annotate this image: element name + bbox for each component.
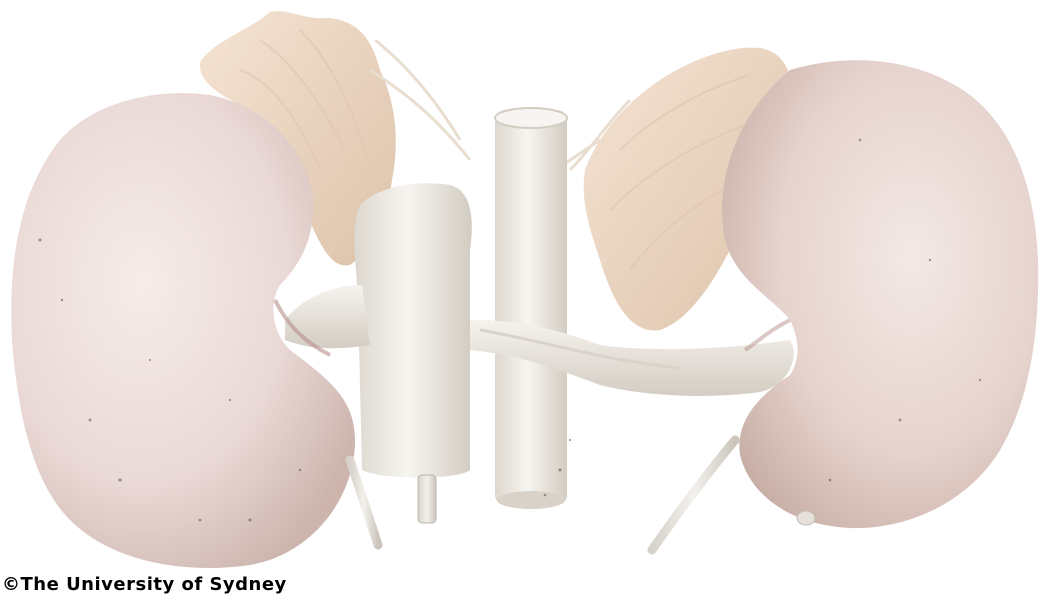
aorta [495, 108, 567, 509]
copyright-credit: ©The University of Sydney [2, 574, 287, 595]
right-kidney [722, 60, 1038, 528]
